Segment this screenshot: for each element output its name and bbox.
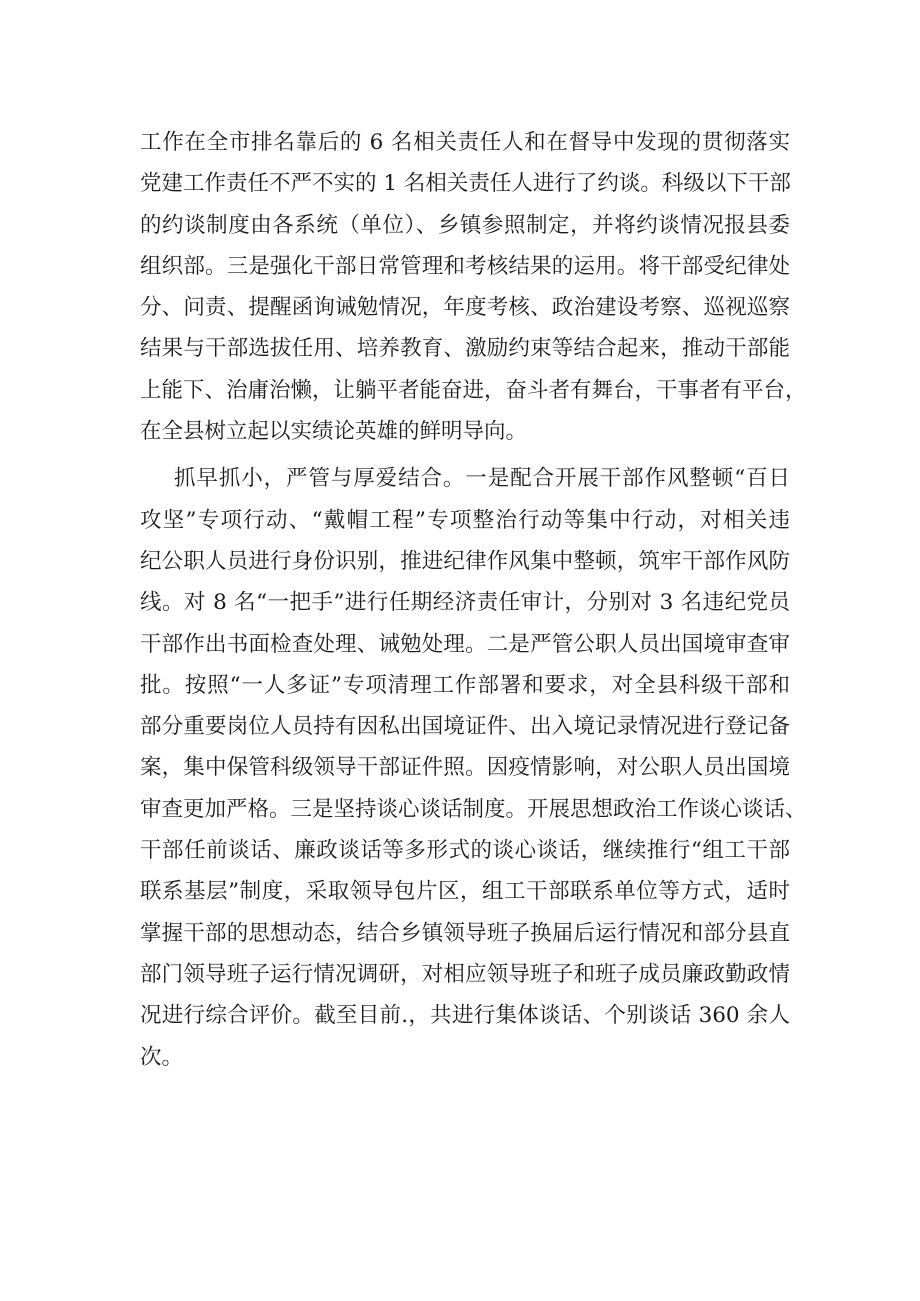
text-line: 审查更加严格。三是坚持谈心谈话制度。开展思想政治工作谈心谈话、	[140, 796, 807, 822]
text-line: 上能下、治庸治懒，让躺平者能奋进，奋斗者有舞台，干事者有平台，	[140, 377, 807, 403]
text-line: 工作在全市排名靠后的 6 名相关责任人和在督导中发现的贯彻落实	[140, 130, 790, 155]
paragraph-2	[140, 458, 807, 1077]
text-line: 在全县树立起以实绩论英雄的鲜明导向。	[140, 419, 528, 445]
text-line: 干部任前谈话、廉政谈话等多形式的谈心谈话，继续推行“组工干部	[140, 838, 790, 864]
text-line: 联系基层”制度，采取领导包片区，组工干部联系单位等方式，适时	[140, 879, 790, 905]
text-line: 纪公职人员进行身份识别，推进纪律作风集中整顿，筑牢干部作风防	[140, 548, 790, 574]
text-line: 批。按照“一人多证”专项清理工作部署和要求，对全县科级干部和	[140, 672, 790, 698]
text-line: 掌握干部的思想动态，结合乡镇领导班子换届后运行情况和部分县直	[140, 920, 790, 946]
text-line: 组织部。三是强化干部日常管理和考核结果的运用。将干部受纪律处	[140, 253, 790, 279]
body-text	[140, 122, 807, 1078]
text-line: 党建工作责任不严不实的 1 名相关责任人进行了约谈。科级以下干部	[140, 171, 791, 197]
text-line: 线。对 8 名“一把手”进行任期经济责任审计，分别对 3 名违纪党员	[140, 590, 790, 616]
text-line: 干部作出书面检查处理、诫勉处理。二是严管公职人员出国境审查审	[140, 631, 790, 657]
text-line: 抓早抓小，严管与厚爱结合。一是配合开展干部作风整顿“百日	[174, 466, 790, 492]
text-line: 案，集中保管科级领导干部证件照。因疫情影响，对公职人员出国境	[140, 755, 790, 781]
text-line: 分、问责、提醒函询诫勉情况，年度考核、政治建设考察、巡视巡察	[140, 295, 790, 321]
paragraph-1	[140, 122, 807, 452]
text-line: 部门领导班子运行情况调研，对相应领导班子和班子成员廉政勤政情	[140, 961, 790, 987]
text-line: 次。	[140, 1044, 184, 1070]
text-line: 部分重要岗位人员持有因私出国境证件、出入境记录情况进行登记备	[140, 714, 790, 740]
text-line: 结果与干部选拔任用、培养教育、激励约束等结合起来，推动干部能	[140, 336, 790, 362]
text-line: 况进行综合评价。截至目前.，共进行集体谈话、个别谈话 360 余人	[140, 1003, 790, 1029]
text-line: 的约谈制度由各系统（单位）、乡镇参照制定，并将约谈情况报县委	[140, 212, 790, 238]
text-line: 攻坚”专项行动、“戴帽工程”专项整治行动等集中行动，对相关违	[140, 507, 790, 533]
